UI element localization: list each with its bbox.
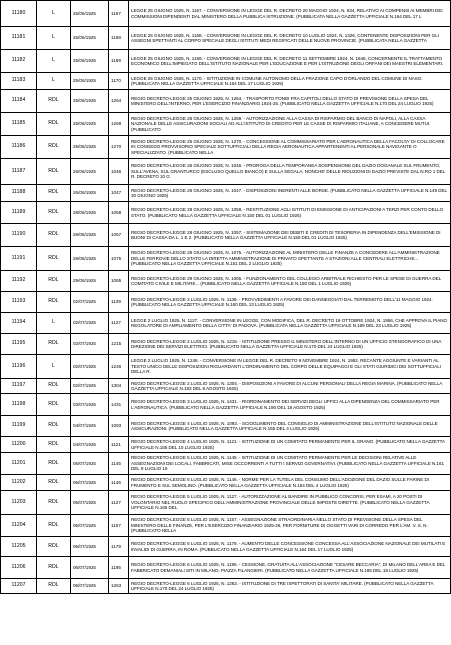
act-date: 25/06/1925 [71,136,109,159]
entry-number: 11195 [1,334,37,355]
act-code: 1431 [109,394,129,416]
legislation-rows [1,1,451,594]
act-description: REGIO DECRETO-LEGGE 25 GIUGNO 1925, N. 1264. - TRASPORTO FONDI FRA CAPITOLI DELLO STATO DI PREVISIONE DELLA SPESA DEL MINISTERO DELL'INTERNO, PER L'ESERCIZIO FINANZIARIO 1924-25. (PUBBLICATO NELLA GAZZETTA UFFICIALE N.170 DEL 24 LUGLIO 1925) [129,90,451,113]
act-date: 03/07/1925 [71,394,109,416]
act-code: 1264 [109,90,129,113]
act-date: 02/07/1925 [71,292,109,313]
entry-number: 11192 [1,271,37,292]
table-row [1,579,451,594]
act-date: 25/06/1925 [71,113,109,136]
act-code: 1139 [109,292,129,313]
act-code: 1170 [109,73,129,90]
entry-number: 11184 [1,90,37,113]
act-date: 05/07/1925 [71,515,109,537]
entry-number: 11198 [1,394,37,416]
act-code: 1058 [109,202,129,224]
table-row [1,515,451,537]
table-row [1,136,451,159]
act-date: 05/07/1925 [71,491,109,515]
act-description: REGIO DECRETO-LEGGE 28 GIUGNO 1925, N. 1075. - AUTORIZZAZIONE AL MINISTERO DELLE FINANZE A CONCEDERE ALL'AMMINISTRAZIONE DELLE FERROVIE DELLO STATO LA DIRETTA AMMINISTRAZIONE DI PRIVATO SPETTANTE A STAZIONI ALLE CENTRALI ELETTRICHE... (PUBBLICATO NELLA GAZZETTA UFFICIALE N.151 DEL 2 LUGLIO 1925) [129,247,451,271]
act-date: 02/07/1925 [71,355,109,379]
entry-number: 11203 [1,491,37,515]
act-type: RDL [37,416,71,437]
entry-number: 11183 [1,73,37,90]
act-code: 1246 [109,355,129,379]
act-code: 1215 [109,334,129,355]
act-code: 1157 [109,515,129,537]
table-row [1,292,451,313]
act-description: REGIO DECRETO-LEGGE 29 GIUGNO 1925, N. 1065. - FUNZIONAMENTO DEL COLLEGIO ARBITRALE RICHIESTO PER LE SPESE DI GUERRA DEL COMITATO CIVILE E MILITARE... (PUBBLICATO NELLA GAZZETTA UFFICIALE N.150 DEL 1 LUGLIO 1925) [129,271,451,292]
act-description: LEGGE 2 LUGLIO 1925, N. 1127. - CONVERSIONE IN LEGGE, CON MODIFICA, DEL R. DECRETO 19 OTTOBRE 1924, N. 1956, CHE APPROVA IL PIANO REGOLATORE DI AMPLIAMENTO DELLA CITTA' DI PADOVA. (PUBBLICATA NELLA GAZZETTA UFFICIALE N.169 DEL 23 LUGLIO 1925) [129,313,451,334]
table-row [1,271,451,292]
act-date: 28/06/1925 [71,224,109,247]
act-description: LEGGE 25 GIUGNO 1925, N. 1169. - CONVERSIONE IN LEGGE DEL R. DECRETO 11 SETTEMBRE 1924, N. 1646, CONCERNENTE IL TRATTAMENTO ECONOMICO DELL'IMPIEGATO DELL'ISTITUTO NAZIONALE PER L'EDUCAZIONE E PER L'ISTRUZIONE DEGLI ORFANI DEI MAESTRI ELEMENTARI. [129,50,451,73]
act-code: 1075 [109,247,129,271]
table-row [1,50,451,73]
act-description: REGIO DECRETO-LEGGE 2 LUGLIO 1925, N. 1139. - PROVVEDIMENTI A FAVORE DEI DANNEGGIATI DAL TERREMOTO DELL'11 MAGGIO 1924. (PUBBLICATO NELLA GAZZETTA UFFICIALE N.160 DEL 13 LUGLIO 1925) [129,292,451,313]
act-type: RDL [37,136,71,159]
act-type: RDL [37,202,71,224]
act-description: REGIO DECRETO-LEGGE 28 GIUGNO 1925, N. 1057. - SISTEMAZIONE DEI DEBITI E CREDITI DI TESORERIA IN DIPENDENZA DELL'EMISSIONE DI BUONI DI CASSA DA L. 1 E 2. (PUBBLICATO NELLA GAZZETTA UFFICIALE N.150 DEL 01 LUGLIO 1925) [129,224,451,247]
act-type: RDL [37,394,71,416]
act-description: LEGGE 25 GIUGNO 1925, N. 1170. - ISTITUZIONE IN COMUNE AUTONOMO DELLA FRAZIONE CAPO D'ORLANDO DEL COMUNE DI NASO. (PUBBLICATA NELLA GAZZETTA UFFICIALE N.164 DEL 17 LUGLIO 1925) [129,73,451,90]
act-type: RDL [37,475,71,491]
table-row [1,334,451,355]
act-description: REGIO DECRETO-LEGGE 26 GIUGNO 1925, N. 1046. - PROROGA DELLA TEMPORANEA SOSPENSIONE DEL DAZIO DOGANALE SUL FRUMENTO, SULL'AVENA, SUL GRANTURCO (ESCLUSO QUELLO BIANCO) E SULLA SEGALA, NONCHE' DELLE RIDUZIONI DI DAZIO PREVISTE DAL N.RO 1 DEL R. DECRETO 10 G [129,159,451,185]
act-date: 25/06/1925 [71,27,109,50]
act-type: RDL [37,557,71,579]
entry-number: 11201 [1,453,37,475]
act-description: REGIO DECRETO-LEGGE 5 LUGLIO 1925, N. 1146. - NORME PER LA TUTELA DEL CONSUMO DELL'ADOZIONE DEL DAZIO SULLE FARINE DI FRUMENTO E SUL SEMOLINO. (PUBBLICATO NELLA GAZZETTA UFFICIALE N.154 DEL 4 LUGLIO 1925) [129,475,451,491]
table-row [1,73,451,90]
act-description: REGIO DECRETO-LEGGE 25 GIUGNO 1925, N. 1270. - CONCESSIONE AL COMMISSARIATO PER L'AERONAUTICA DELLA FACOLTA' DI COLLOCARE IN CONGEDO PROVVISORIO SPECIALE SOTTUFFICIALI DELLA REGIA AERONAUTICA APPARTENENTI AL PERSONALE NAVIGANTE O SPECIALIZZATO. (PUBBLICATO NELLA [129,136,451,159]
act-code: 1127 [109,313,129,334]
act-date: 05/07/1925 [71,453,109,475]
act-description: REGIO DECRETO-LEGGE 28 GIUGNO 1925, N. 1058. - RESTITUZIONE AGLI ISTITUTI DI EMISSIONE DI ANTICIPAZIONI A TERZI PER CONTO DELLO STATO. (PUBBLICATO NELLA GAZZETTA UFFICIALE N.150 DEL 01 LUGLIO 1925) [129,202,451,224]
act-description: REGIO DECRETO-LEGGE 3 LUGLIO 1925, N. 1431. - RIORDINAMENTO DEI SERVIZI DEGLI UFFICI ALLA DIPENDENZA DEL COMMISSARIATO PER L'AERONAUTICA. (PUBBLICATO NELLA GAZZETTA UFFICIALE N.190 DEL 18 AGOSTO 1925) [129,394,451,416]
act-type: L [37,313,71,334]
act-date: 29/06/1925 [71,271,109,292]
act-type: RDL [37,113,71,136]
act-description: REGIO DECRETO-LEGGE 5 LUGLIO 1925, N. 1145. - ISTITUZIONE DI UN COMITATO PERMANENTE PER LE DECISIONI RELATIVE ALLE ASSEGNAZIONI DEI LOCALI, FABBRICATI, MISE OCCORRENTI A TUTTI I SERVIZI GOVERNATIVI. (PUBBLICATO NELLA GAZZETTA UFFICIALE N.161 DEL 9 LUGLIO 19 [129,453,451,475]
act-code: 1269 [109,113,129,136]
table-row [1,202,451,224]
entry-number: 11197 [1,379,37,394]
table-row [1,475,451,491]
table-row [1,113,451,136]
act-type: RDL [37,292,71,313]
act-date: 06/07/1925 [71,557,109,579]
act-type: L [37,27,71,50]
entry-number: 11204 [1,515,37,537]
entry-number: 11182 [1,50,37,73]
act-code: 1145 [109,453,129,475]
act-type: RDL [37,515,71,537]
act-code: 1057 [109,224,129,247]
act-date: 25/06/1925 [71,50,109,73]
act-code: 1127 [109,491,129,515]
act-code: 1169 [109,50,129,73]
entry-number: 11181 [1,27,37,50]
entry-number: 11205 [1,537,37,557]
entry-number: 11202 [1,475,37,491]
act-type: RDL [37,90,71,113]
act-date: 26/06/1925 [71,185,109,202]
act-date: 25/06/1925 [71,73,109,90]
act-date: 02/07/1925 [71,334,109,355]
act-code: 1065 [109,271,129,292]
table-row [1,394,451,416]
table-row [1,185,451,202]
act-date: 28/06/1925 [71,202,109,224]
act-date: 04/07/1925 [71,416,109,437]
entry-number: 11196 [1,355,37,379]
act-type: L [37,50,71,73]
act-description: LEGGE 2 LUGLIO 1925, N. 1246. - CONVERSIONE IN LEGGE DEL R. DECRETO 9 NOVEMBRE 1924, N. 1992, RECANTE AGGIUNTE E VARIANTI AL TESTO UNICO DELLE DISPOSIZIONI RIGUARDANTI L'ORDINAMENTO DEL CORPO DELLE EQUIPAGGI E GLI STATI GIURIDICI DEI SOTTUFFICIALI DELLA R. [129,355,451,379]
act-description: REGIO DECRETO-LEGGE 26 GIUGNO 1925, N. 1047. - DISPOSIZIONI INERENTI ALLE BORSE. (PUBBLICATO NELLA GAZZETTA UFFICIALE N.149 DEL 30 GIUGNO 1925) [129,185,451,202]
entry-number: 11207 [1,579,37,594]
entry-number: 11206 [1,557,37,579]
act-code: 1168 [109,27,129,50]
act-type: RDL [37,185,71,202]
act-description: REGIO DECRETO-LEGGE 5 LUGLIO 1925, N. 1157. - ASSEGNAZIONE STRAORDINARIA NELLO STATO DI PREVISIONE DELLA SPESA DEL MINISTERO DELLE FINANZE, PER L'ESERCIZIO FINANZIARIO 1925-26, PER FORNITURE DI OGGETTI VARI DI CORREDO PER L'AM. V. S. N. (PUBBLICATO NELLA [129,515,451,537]
act-code: 1093 [109,416,129,437]
entry-number: 11200 [1,437,37,453]
act-description: REGIO DECRETO-LEGGE 2 LUGLIO 1925, N. 1215. - ISTITUZIONE PRESSO IL MINISTERO DELL'INTERNO DI UN UFFICIO STENOGRAFICO DI UNA DIREZIONE DEI SERVIZI ELETTRICI. (PUBBLICATO NELLA GAZZETTA UFFICIALE N.170 DEL 24 LUGLIO 1925) [129,334,451,355]
act-code: 1263 [109,579,129,594]
act-date: 05/07/1925 [71,475,109,491]
table-row [1,453,451,475]
table-row [1,313,451,334]
act-date: 05/07/1925 [71,537,109,557]
act-code: 1195 [109,557,129,579]
table-row [1,247,451,271]
act-type: RDL [37,491,71,515]
act-date: 28/06/1925 [71,247,109,271]
act-description: REGIO DECRETO-LEGGE 25 GIUGNO 1925, N. 1269. - AUTORIZZAZIONE ALLA CASSA DI RISPARMIO DEL BANCO DI NAPOLI, ALLA CASSA NAZIONALE DELLE ASSICURAZIONI SOCIALI AD ALL'ISTITUTO DI CREDITO PER LE CASSE DI RISPARMIO ITALIANE, A CONCEDERE MUTUI. (PUBBLICATO [129,113,451,136]
act-type: RDL [37,579,71,594]
act-date: 02/07/1925 [71,379,109,394]
act-type: RDL [37,247,71,271]
act-description: REGIO DECRETO-LEGGE 6 LUGLIO 1925, N. 1195. - CESSIONE, GRATUITA ALL'ASSOCIAZIONE "CESARE BECCARIA", DI MILANO DELL'AREA E DEL FABBRICATO DEMANIALI SITI IN MILANO, PIAZZA FILANGIERI. (PUBBLICATO NELLA GAZZETTA UFFICIALE N.165 DEL 18 LUGLIO 1925) [129,557,451,579]
entry-number: 11180 [1,1,37,27]
act-description: LEGGE 25 GIUGNO 1925, N. 1168. - CONVERSIONE IN LEGGE DEL R. DECRETO 10 LUGLIO 1924, N. 1326, CONTENENTE DISPOSIZIONI PER GLI ASSEGNI SPETTANTI AL CORPO SPECIALE DEGLI ISTITUTI MEDI REGIFICATI DELLE NUOVE PROVINCIE. (PUBBLICATA NELLA GAZZETTA [129,27,451,50]
table-row [1,416,451,437]
act-type: RDL [37,271,71,292]
table-row [1,355,451,379]
act-type: RDL [37,453,71,475]
act-code: 1146 [109,475,129,491]
entry-number: 11188 [1,185,37,202]
entry-number: 11185 [1,113,37,136]
act-type: L [37,355,71,379]
act-code: 1270 [109,136,129,159]
act-date: 25/06/1925 [71,1,109,27]
table-row [1,491,451,515]
act-description: REGIO DECRETO-LEGGE 5 LUGLIO 1925, N. 1127. - AUTORIZZAZIONE AL BANDIRE IN PUBBLICO CONCORSI, PER ESAMI, A 20 POSTI DI VOLONTARIO NEL RUOLO SPECIFICO DELL'AMMINISTRAZIONE PROVINCIALE DELLE IMPOSTE DIRETTE. (PUBBLICATO NELLA GAZZETTA UFFICIALE N.165 DEL [129,491,451,515]
act-description: REGIO DECRETO-LEGGE 4 LUGLIO 1925, N. 1121. - ISTITUZIONE DI UN COMITATO PERMANENTE PER IL GRANO. (PUBBLICATO NELLA GAZZETTA UFFICIALE N.155 DEL 10 LUGLIO 1925) [129,437,451,453]
act-type: L [37,73,71,90]
table-row [1,557,451,579]
entry-number: 11199 [1,416,37,437]
act-code: 1167 [109,1,129,27]
act-date: 26/06/1925 [71,159,109,185]
act-date: 04/07/1925 [71,437,109,453]
act-code: 1047 [109,185,129,202]
act-type: RDL [37,379,71,394]
table-row [1,90,451,113]
act-description: REGIO DECRETO-LEGGE 5 LUGLIO 1925, N. 1179. - AUMENTO DELLE CONCESSIONE CONCESSA ALL'ASSOCIAZIONE NAZIONALE DEI MUTILATI E INVALIDI DI GUERRA, IN ROMA. (PUBBLICATO NELLA GAZZETTA UFFICIALE N.164 DEL 17 LUGLIO 1925) [129,537,451,557]
act-code: 1046 [109,159,129,185]
act-type: RDL [37,334,71,355]
act-description: REGIO DECRETO-LEGGE 2 LUGLIO 1925, N. 1304. - DISPOSIZIONI A FAVORE DI ALCUNI PERSONALI DELLA REGIA MARINA. (PUBBLICATO NELLA GAZZETTA UFFICIALE N.183 DEL 8 AGOSTO 1925) [129,379,451,394]
act-description: LEGGE 25 GIUGNO 1925, N. 1167. - CONVERSIONE IN LEGGE DEL R. DECRETO 20 MAGGIO 1924, N. 834, RELATIVO AI COMPENSI AI MEMBRI DEI COMMISSIONI DIPENDENTI DAL MINISTERO DELLA PUBBLICA ISTRUZIONE. (PUBBLICATA NELLA GAZZETTA UFFICIALE N.164 DEL 17 L [129,1,451,27]
table-row [1,1,451,27]
entry-number: 11193 [1,292,37,313]
table-row [1,379,451,394]
act-type: RDL [37,224,71,247]
act-description: REGIO DECRETO-LEGGE 4 LUGLIO 1925, N. 1093. - SCIOGLIMENTO DEL CONSIGLIO DI AMMINISTRAZIONE DELL'ISTITUTO NAZIONALE DELLE ASSICURAZIONI. (PUBBLICATO NELLA GAZZETTA UFFICIALE N.155 DEL 4 LUGLIO 1925) [129,416,451,437]
table-row [1,159,451,185]
act-date: 25/06/1925 [71,90,109,113]
act-type: RDL [37,159,71,185]
act-date: 06/07/1925 [71,579,109,594]
table-row [1,437,451,453]
table-row [1,27,451,50]
entry-number: 11190 [1,224,37,247]
act-type: RDL [37,537,71,557]
act-date: 02/07/1925 [71,313,109,334]
act-code: 1121 [109,437,129,453]
act-type: RDL [37,437,71,453]
entry-number: 11189 [1,202,37,224]
act-description: REGIO DECRETO-LEGGE 6 LUGLIO 1925, N. 1263. - ISTITUZIONE DI TRE ISPETTORATI DI SANITA' MILITARE. (PUBBLICATO NELLA GAZZETTA UFFICIALE N.170 DEL 24 LUGLIO 1925) [129,579,451,594]
entry-number: 11191 [1,247,37,271]
act-code: 1304 [109,379,129,394]
act-code: 1179 [109,537,129,557]
entry-number: 11194 [1,313,37,334]
entry-number: 11187 [1,159,37,185]
act-type: L [37,1,71,27]
table-row [1,224,451,247]
table-row [1,537,451,557]
entry-number: 11186 [1,136,37,159]
